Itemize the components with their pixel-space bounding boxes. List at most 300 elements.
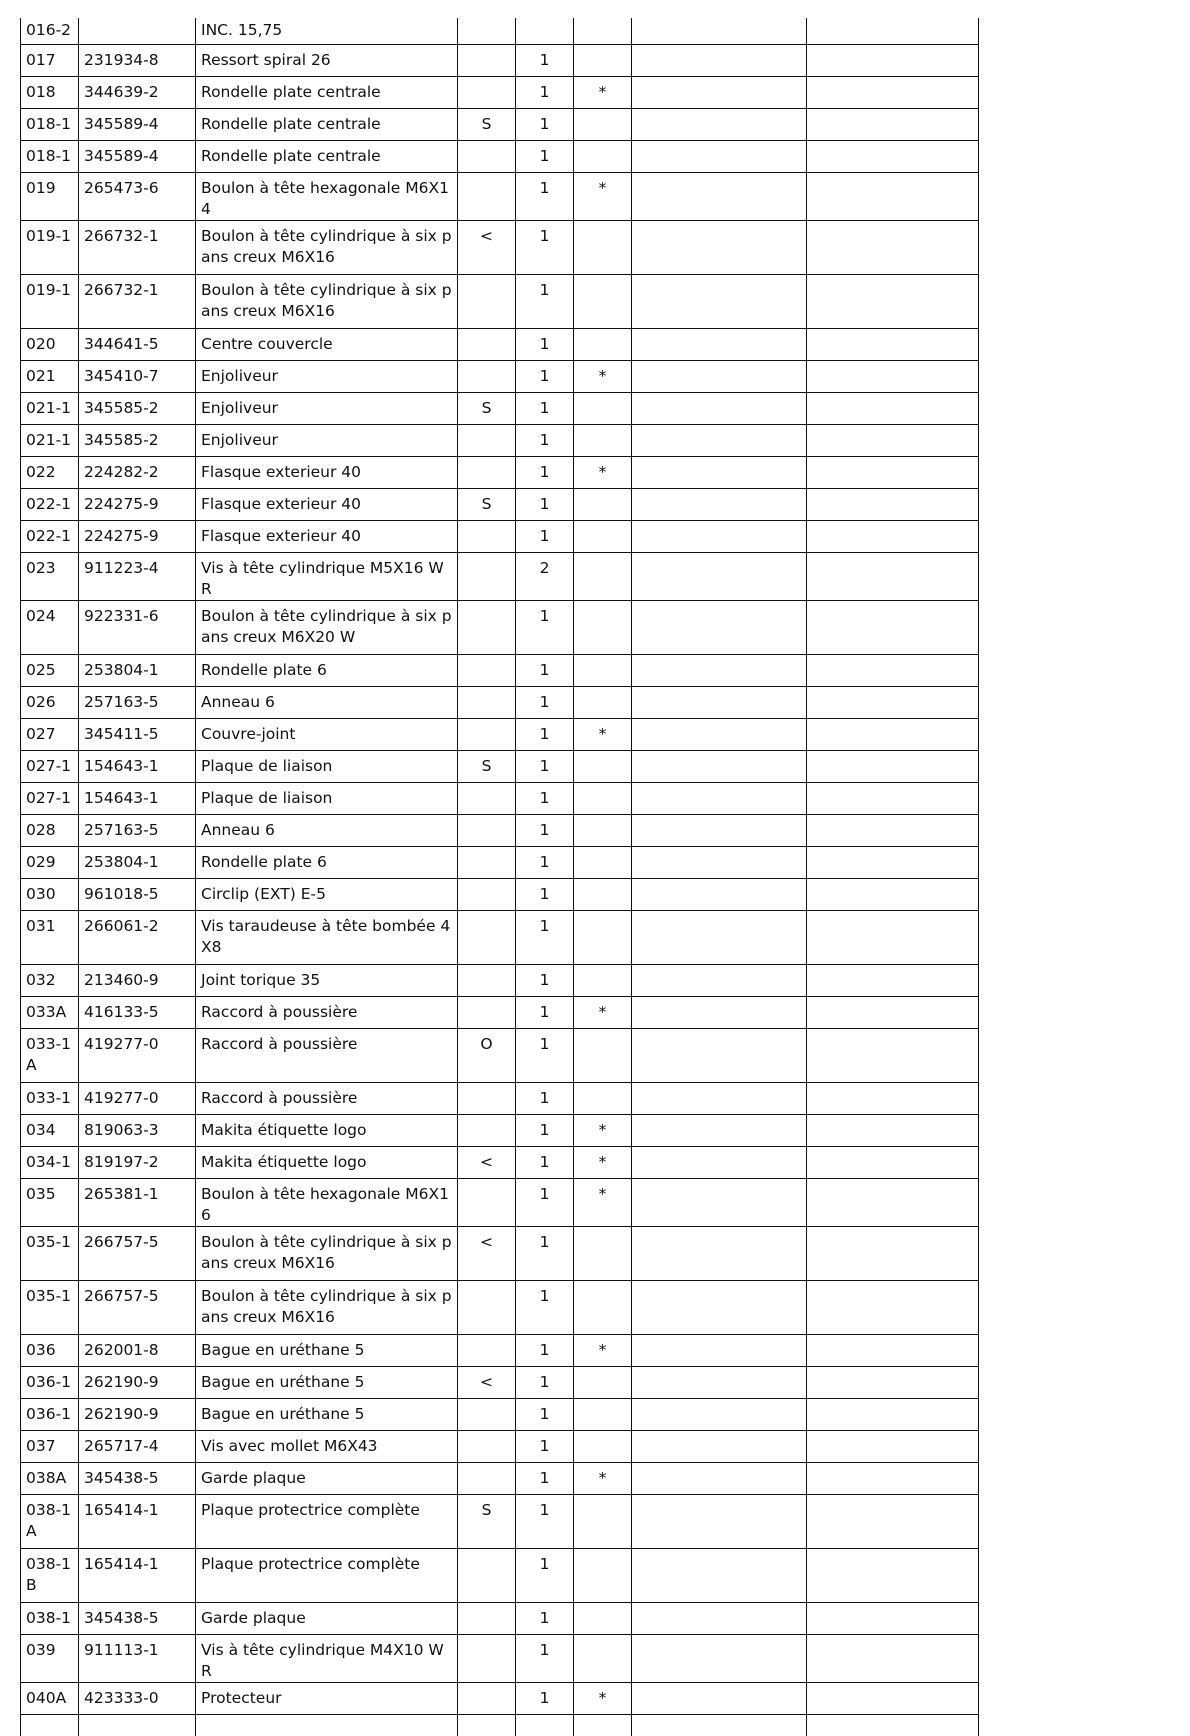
empty-cell	[807, 686, 979, 718]
description-cell: Vis à tête cylindrique M5X16 WR	[196, 552, 458, 600]
description-cell: Rondelle plate centrale	[196, 108, 458, 140]
marker-cell: *	[574, 1682, 632, 1714]
part-number-cell: 224275-9	[79, 488, 196, 520]
description-cell: Anneau 6	[196, 686, 458, 718]
part-number-cell: 345438-5	[79, 1602, 196, 1634]
empty-cell	[807, 1334, 979, 1366]
quantity-cell: 1	[516, 600, 574, 654]
note-cell: O	[458, 1028, 516, 1082]
empty-cell	[632, 1634, 807, 1682]
empty-cell	[807, 392, 979, 424]
marker-cell	[574, 750, 632, 782]
note-cell	[458, 328, 516, 360]
marker-cell	[574, 1366, 632, 1398]
part-number-cell: 266757-5	[79, 1280, 196, 1334]
description-cell: Centre couvercle	[196, 328, 458, 360]
part-number-cell: 419277-0	[79, 1082, 196, 1114]
ref-number-cell: 038-1	[21, 1602, 79, 1634]
description-cell: Boulon à tête hexagonale M6X16	[196, 1178, 458, 1226]
empty-cell	[807, 1398, 979, 1430]
part-number-cell: 345585-2	[79, 392, 196, 424]
empty-cell	[632, 520, 807, 552]
empty-cell	[632, 600, 807, 654]
empty-cell	[632, 18, 807, 44]
table-row	[21, 220, 979, 274]
ref-number-cell: 016-2	[21, 18, 79, 44]
empty-cell	[632, 1028, 807, 1082]
quantity-cell: 1	[516, 1146, 574, 1178]
description-cell: Raccord à poussière	[196, 1082, 458, 1114]
empty-cell	[632, 328, 807, 360]
part-number-cell: 922331-6	[79, 600, 196, 654]
part-number-cell: 345589-4	[79, 108, 196, 140]
description-cell: Flasque exterieur 40	[196, 456, 458, 488]
description-cell: Joint torique 35	[196, 964, 458, 996]
part-number-cell: 265717-4	[79, 1430, 196, 1462]
quantity-cell: 1	[516, 1430, 574, 1462]
note-cell: S	[458, 1494, 516, 1548]
note-cell	[458, 1548, 516, 1602]
empty-cell	[632, 686, 807, 718]
description-cell: Garde plaque	[196, 1602, 458, 1634]
marker-cell	[574, 782, 632, 814]
note-cell	[458, 552, 516, 600]
part-number-cell: 345410-7	[79, 360, 196, 392]
empty-cell	[807, 1114, 979, 1146]
part-number-cell: 154643-1	[79, 782, 196, 814]
quantity-cell: 1	[516, 520, 574, 552]
quantity-cell: 1	[516, 172, 574, 220]
part-number-cell: 257163-5	[79, 814, 196, 846]
table-row	[21, 1280, 979, 1334]
part-number-cell: 266061-2	[79, 910, 196, 964]
marker-cell: *	[574, 1334, 632, 1366]
empty-cell	[807, 172, 979, 220]
empty-cell	[632, 964, 807, 996]
ref-number-cell: 037	[21, 1430, 79, 1462]
quantity-cell: 2	[516, 552, 574, 600]
table-row	[21, 964, 979, 996]
marker-cell	[574, 1548, 632, 1602]
note-cell	[458, 686, 516, 718]
empty-cell	[632, 488, 807, 520]
description-cell: Vis taraudeuse à tête bombée 4X8	[196, 910, 458, 964]
empty-cell	[632, 1082, 807, 1114]
quantity-cell: 1	[516, 1114, 574, 1146]
ref-number-cell: 027	[21, 718, 79, 750]
part-number-cell: 231934-8	[79, 44, 196, 76]
empty-cell	[632, 1548, 807, 1602]
ref-number-cell: 022	[21, 456, 79, 488]
quantity-cell: 1	[516, 846, 574, 878]
quantity-cell: 1	[516, 750, 574, 782]
part-number-cell: 344639-2	[79, 76, 196, 108]
empty-cell	[807, 814, 979, 846]
empty-cell	[807, 1280, 979, 1334]
description-cell: Boulon à tête cylindrique à six pans creux M6X20 W	[196, 600, 458, 654]
empty-cell	[632, 44, 807, 76]
empty-cell	[807, 44, 979, 76]
table-row	[21, 718, 979, 750]
description-cell: Boulon à tête cylindrique à six pans creux M6X16	[196, 1226, 458, 1280]
marker-cell: *	[574, 1114, 632, 1146]
table-row	[21, 1114, 979, 1146]
note-cell	[458, 76, 516, 108]
empty-cell	[807, 552, 979, 600]
description-cell: Raccord à poussière	[196, 996, 458, 1028]
empty-cell	[807, 1366, 979, 1398]
empty-cell	[632, 172, 807, 220]
ref-number-cell: 027-1	[21, 750, 79, 782]
marker-cell	[574, 274, 632, 328]
ref-number-cell: 032	[21, 964, 79, 996]
quantity-cell: 1	[516, 686, 574, 718]
quantity-cell: 1	[516, 44, 574, 76]
table-row	[21, 1430, 979, 1462]
ref-number-cell: 026	[21, 686, 79, 718]
part-number-cell: 265473-6	[79, 172, 196, 220]
empty-cell	[807, 360, 979, 392]
empty-cell	[632, 782, 807, 814]
table-row	[21, 996, 979, 1028]
note-cell	[458, 1334, 516, 1366]
description-cell: Boulon à tête cylindrique à six pans creux M6X16	[196, 220, 458, 274]
empty-cell	[632, 1366, 807, 1398]
empty-cell	[196, 1714, 458, 1736]
note-cell	[458, 1682, 516, 1714]
marker-cell	[574, 18, 632, 44]
part-number-cell	[79, 18, 196, 44]
empty-cell	[632, 910, 807, 964]
part-number-cell: 165414-1	[79, 1494, 196, 1548]
empty-cell	[516, 1714, 574, 1736]
description-cell: Boulon à tête cylindrique à six pans creux M6X16	[196, 1280, 458, 1334]
marker-cell	[574, 846, 632, 878]
marker-cell	[574, 520, 632, 552]
empty-cell	[632, 846, 807, 878]
marker-cell	[574, 1280, 632, 1334]
empty-cell	[807, 718, 979, 750]
empty-cell	[632, 1398, 807, 1430]
part-number-cell: 416133-5	[79, 996, 196, 1028]
ref-number-cell: 028	[21, 814, 79, 846]
quantity-cell: 1	[516, 328, 574, 360]
table-row	[21, 1548, 979, 1602]
table-row	[21, 782, 979, 814]
empty-cell	[632, 274, 807, 328]
marker-cell	[574, 600, 632, 654]
part-number-cell: 253804-1	[79, 846, 196, 878]
ref-number-cell: 033-1	[21, 1082, 79, 1114]
quantity-cell: 1	[516, 996, 574, 1028]
part-number-cell: 345589-4	[79, 140, 196, 172]
empty-cell	[807, 1082, 979, 1114]
ref-number-cell: 020	[21, 328, 79, 360]
table-row	[21, 1082, 979, 1114]
quantity-cell: 1	[516, 878, 574, 910]
empty-cell	[632, 1226, 807, 1280]
ref-number-cell: 038-1B	[21, 1548, 79, 1602]
ref-number-cell: 035-1	[21, 1226, 79, 1280]
table-row	[21, 172, 979, 220]
quantity-cell: 1	[516, 220, 574, 274]
note-cell	[458, 1462, 516, 1494]
part-number-cell: 419277-0	[79, 1028, 196, 1082]
note-cell	[458, 782, 516, 814]
empty-cell	[807, 108, 979, 140]
description-cell: Ressort spiral 26	[196, 44, 458, 76]
table-row	[21, 750, 979, 782]
part-number-cell: 961018-5	[79, 878, 196, 910]
empty-cell	[632, 1146, 807, 1178]
quantity-cell: 1	[516, 964, 574, 996]
ref-number-cell: 030	[21, 878, 79, 910]
empty-cell	[632, 392, 807, 424]
table-row	[21, 878, 979, 910]
quantity-cell: 1	[516, 1226, 574, 1280]
part-number-cell: 224282-2	[79, 456, 196, 488]
part-number-cell: 265381-1	[79, 1178, 196, 1226]
note-cell	[458, 520, 516, 552]
table-row	[21, 686, 979, 718]
table-row	[21, 520, 979, 552]
description-cell: Raccord à poussière	[196, 1028, 458, 1082]
note-cell	[458, 654, 516, 686]
description-cell: Couvre-joint	[196, 718, 458, 750]
empty-cell	[632, 424, 807, 456]
marker-cell	[574, 392, 632, 424]
table-row	[21, 654, 979, 686]
marker-cell: *	[574, 996, 632, 1028]
ref-number-cell: 024	[21, 600, 79, 654]
marker-cell	[574, 328, 632, 360]
empty-cell	[632, 552, 807, 600]
empty-cell	[807, 220, 979, 274]
ref-number-cell: 018	[21, 76, 79, 108]
description-cell: Rondelle plate 6	[196, 654, 458, 686]
part-number-cell: 423333-0	[79, 1682, 196, 1714]
description-cell: Plaque protectrice complète	[196, 1494, 458, 1548]
quantity-cell: 1	[516, 1366, 574, 1398]
empty-cell	[632, 654, 807, 686]
table-row	[21, 1682, 979, 1714]
quantity-cell: 1	[516, 1398, 574, 1430]
marker-cell	[574, 964, 632, 996]
table-row	[21, 1398, 979, 1430]
quantity-cell: 1	[516, 654, 574, 686]
ref-number-cell: 021-1	[21, 392, 79, 424]
description-cell: Makita étiquette logo	[196, 1114, 458, 1146]
ref-number-cell: 023	[21, 552, 79, 600]
quantity-cell: 1	[516, 1280, 574, 1334]
empty-cell	[632, 1114, 807, 1146]
part-number-cell: 266757-5	[79, 1226, 196, 1280]
empty-cell	[807, 878, 979, 910]
part-number-cell: 154643-1	[79, 750, 196, 782]
empty-cell	[807, 140, 979, 172]
description-cell: Enjoliveur	[196, 424, 458, 456]
ref-number-cell: 036-1	[21, 1398, 79, 1430]
part-number-cell: 345438-5	[79, 1462, 196, 1494]
ref-number-cell: 027-1	[21, 782, 79, 814]
table-row	[21, 910, 979, 964]
quantity-cell: 1	[516, 1634, 574, 1682]
table-row	[21, 600, 979, 654]
marker-cell: *	[574, 456, 632, 488]
marker-cell	[574, 424, 632, 456]
note-cell	[458, 964, 516, 996]
empty-cell	[807, 1634, 979, 1682]
quantity-cell: 1	[516, 718, 574, 750]
ref-number-cell: 022-1	[21, 520, 79, 552]
quantity-cell: 1	[516, 392, 574, 424]
description-cell: Plaque de liaison	[196, 750, 458, 782]
empty-cell	[807, 1178, 979, 1226]
ref-number-cell: 021	[21, 360, 79, 392]
table-row	[21, 488, 979, 520]
empty-cell	[632, 76, 807, 108]
ref-number-cell: 022-1	[21, 488, 79, 520]
empty-cell	[807, 1548, 979, 1602]
quantity-cell: 1	[516, 76, 574, 108]
table-row	[21, 76, 979, 108]
marker-cell	[574, 1226, 632, 1280]
marker-cell	[574, 686, 632, 718]
note-cell	[458, 456, 516, 488]
note-cell: S	[458, 488, 516, 520]
quantity-cell: 1	[516, 108, 574, 140]
part-number-cell: 344641-5	[79, 328, 196, 360]
description-cell: Circlip (EXT) E-5	[196, 878, 458, 910]
empty-cell	[807, 964, 979, 996]
empty-cell	[807, 328, 979, 360]
empty-cell	[632, 1602, 807, 1634]
part-number-cell: 224275-9	[79, 520, 196, 552]
empty-cell	[632, 360, 807, 392]
quantity-cell: 1	[516, 1028, 574, 1082]
quantity-cell: 1	[516, 456, 574, 488]
part-number-cell: 819197-2	[79, 1146, 196, 1178]
quantity-cell: 1	[516, 1494, 574, 1548]
empty-cell	[632, 814, 807, 846]
empty-cell	[807, 654, 979, 686]
marker-cell	[574, 1398, 632, 1430]
marker-cell	[574, 108, 632, 140]
quantity-cell: 1	[516, 782, 574, 814]
quantity-cell: 1	[516, 1178, 574, 1226]
table-row	[21, 1028, 979, 1082]
quantity-cell: 1	[516, 1334, 574, 1366]
empty-cell	[807, 782, 979, 814]
quantity-cell: 1	[516, 274, 574, 328]
empty-cell	[632, 108, 807, 140]
table-row	[21, 392, 979, 424]
ref-number-cell: 019-1	[21, 274, 79, 328]
note-cell	[458, 172, 516, 220]
part-number-cell: 213460-9	[79, 964, 196, 996]
marker-cell: *	[574, 360, 632, 392]
part-number-cell: 911223-4	[79, 552, 196, 600]
table-row	[21, 1462, 979, 1494]
marker-cell	[574, 220, 632, 274]
ref-number-cell: 034-1	[21, 1146, 79, 1178]
description-cell: Bague en uréthane 5	[196, 1334, 458, 1366]
table-row	[21, 1334, 979, 1366]
table-row	[21, 108, 979, 140]
note-cell	[458, 1178, 516, 1226]
note-cell	[458, 44, 516, 76]
note-cell	[458, 1114, 516, 1146]
table-row	[21, 328, 979, 360]
empty-cell	[632, 878, 807, 910]
table-row	[21, 1366, 979, 1398]
quantity-cell: 1	[516, 910, 574, 964]
marker-cell	[574, 1634, 632, 1682]
empty-cell	[807, 1430, 979, 1462]
table-row	[21, 274, 979, 328]
description-cell: Protecteur	[196, 1682, 458, 1714]
empty-cell	[632, 140, 807, 172]
table-row	[21, 814, 979, 846]
ref-number-cell: 035	[21, 1178, 79, 1226]
description-cell: Bague en uréthane 5	[196, 1398, 458, 1430]
note-cell	[458, 140, 516, 172]
ref-number-cell: 036	[21, 1334, 79, 1366]
part-number-cell: 262001-8	[79, 1334, 196, 1366]
marker-cell	[574, 1430, 632, 1462]
table-row	[21, 1226, 979, 1280]
table-row	[21, 1602, 979, 1634]
description-cell: INC. 15,75	[196, 18, 458, 44]
note-cell	[458, 718, 516, 750]
description-cell: Garde plaque	[196, 1462, 458, 1494]
empty-cell	[807, 846, 979, 878]
empty-cell	[807, 520, 979, 552]
empty-cell	[807, 910, 979, 964]
marker-cell	[574, 878, 632, 910]
table-row	[21, 360, 979, 392]
note-cell: S	[458, 750, 516, 782]
empty-cell	[632, 1178, 807, 1226]
description-cell: Bague en uréthane 5	[196, 1366, 458, 1398]
table-row	[21, 18, 979, 44]
empty-cell	[632, 718, 807, 750]
marker-cell: *	[574, 1146, 632, 1178]
quantity-cell	[516, 18, 574, 44]
ref-number-cell: 019-1	[21, 220, 79, 274]
note-cell: <	[458, 1226, 516, 1280]
description-cell: Rondelle plate 6	[196, 846, 458, 878]
ref-number-cell: 039	[21, 1634, 79, 1682]
quantity-cell: 1	[516, 1548, 574, 1602]
note-cell: S	[458, 392, 516, 424]
part-number-cell: 266732-1	[79, 274, 196, 328]
description-cell: Flasque exterieur 40	[196, 488, 458, 520]
empty-cell	[807, 424, 979, 456]
empty-cell	[807, 18, 979, 44]
description-cell: Anneau 6	[196, 814, 458, 846]
quantity-cell: 1	[516, 140, 574, 172]
ref-number-cell: 035-1	[21, 1280, 79, 1334]
quantity-cell: 1	[516, 1682, 574, 1714]
empty-cell	[632, 220, 807, 274]
table-row	[21, 1634, 979, 1682]
note-cell	[458, 1082, 516, 1114]
description-cell: Enjoliveur	[196, 360, 458, 392]
empty-cell	[632, 456, 807, 488]
note-cell	[458, 910, 516, 964]
ref-number-cell: 031	[21, 910, 79, 964]
